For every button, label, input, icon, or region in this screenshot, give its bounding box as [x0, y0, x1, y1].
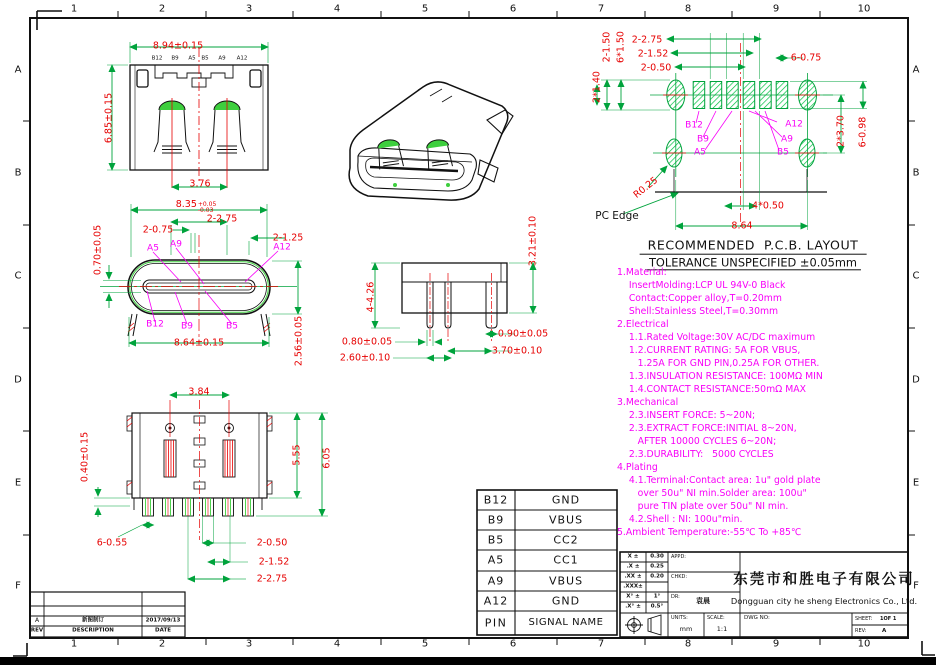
dim-front-width2: 8.64±0.15 [173, 337, 225, 349]
note-line: 1.25A FOR GND PIN,0.25A FOR OTHER. [617, 358, 820, 369]
dim-side-height: 3.21±0.10 [527, 215, 539, 267]
grid-row-label: B [14, 167, 22, 179]
grid-col-label: 8 [684, 638, 692, 650]
note-line: over 50u" NI min.Solder area: 100u" [617, 488, 807, 499]
dim-side-370: 3.70±0.10 [491, 345, 543, 357]
grid-col-label: 10 [857, 638, 871, 650]
pin-label-a5: A5 [147, 243, 159, 254]
pin-label-b12: B12 [685, 120, 703, 131]
grid-col-label: 7 [597, 638, 605, 650]
pin-label-a12: A12 [785, 119, 803, 130]
grid-row-label: D [912, 374, 920, 386]
grid-row-label: D [14, 374, 22, 386]
grid-col-label: 9 [772, 3, 780, 15]
dim-pcb-2152: 2-1.52 [637, 48, 669, 60]
grid-col-label: 3 [245, 638, 253, 650]
pin-table-cell: B12 [483, 493, 509, 507]
pcb-layout-title: RECOMMENDED P.C.B. LAYOUT [640, 240, 867, 255]
pin-table-cell: GND [551, 493, 581, 507]
grid-col-label: 3 [245, 3, 253, 15]
pin-label-a5: A5 [694, 147, 706, 158]
tol-value: 0.5° [650, 603, 664, 610]
note-line: Contact:Copper alloy,T=0.20mm [617, 293, 782, 304]
grid-col-label: 6 [509, 3, 517, 15]
grid-col-label: 1 [70, 638, 78, 650]
grid-row-label: E [14, 477, 22, 489]
note-line: 1.1.Rated Voltage:30V AC/DC maximum [617, 332, 816, 343]
pin-table-cell: B5 [487, 533, 505, 547]
pin-label-b9: B9 [181, 321, 193, 332]
grid-col-label: 6 [509, 638, 517, 650]
pin-label-a9: A9 [781, 134, 793, 145]
dim-pcb-2370: 2*3.70 [835, 115, 847, 147]
grid-col-label: 8 [684, 3, 692, 15]
note-line: 2.3.INSERT FORCE: 5~20N; [617, 410, 756, 421]
pc-edge-label: PC Edge [595, 209, 639, 222]
pin-label-a12: A12 [273, 242, 291, 253]
dim-front-height: 2.56±0.05 [293, 315, 305, 367]
grid-col-label: 5 [421, 638, 429, 650]
grid-col-label: 2 [158, 638, 166, 650]
revision-header-date: DATE [155, 627, 171, 634]
pin-table-cell: B9 [487, 513, 505, 527]
grid-col-label: 10 [857, 3, 871, 15]
dim-side-260: 2.60±0.10 [339, 352, 391, 364]
rev-label: REV: [855, 628, 867, 634]
dim-front-tongue: 0.70±0.05 [92, 224, 104, 276]
dim-front-width-main: 8.35 [175, 199, 197, 210]
rev-value: A [882, 628, 887, 634]
dr-signature: 袁晨 [696, 597, 710, 605]
dim-front-2075: 2-0.75 [142, 224, 174, 236]
dim-pcb-6098: 6-0.98 [857, 116, 869, 148]
appd-label: APPD: [671, 554, 686, 560]
note-line: AFTER 10000 CYCLES 6~20N; [617, 436, 777, 447]
dim-front-width-tol: +0.05 -0.03 [197, 201, 217, 214]
note-line: 2.3.EXTRACT FORCE:INITIAL 8~20N, [617, 423, 797, 434]
pin-label-b9: B9 [171, 55, 179, 62]
grid-row-label: C [912, 270, 920, 282]
pin-label-b9: B9 [697, 134, 709, 145]
tol-label: X° ± [626, 593, 640, 600]
dim-front-2275: 2-2.75 [206, 213, 238, 225]
dim-pcb-2140: 2*1.40 [591, 71, 603, 103]
dim-pcb-2050: 2-0.50 [640, 62, 672, 74]
grid-row-label: A [912, 64, 920, 76]
dim-pcb-r025: R0.25 [631, 174, 661, 201]
note-line: 4.Plating [617, 462, 658, 473]
note-line: 1.3.INSULATION RESISTANCE: 100MΩ MIN [617, 371, 823, 382]
tol-label: .X° ± [625, 603, 641, 610]
pin-table-cell: A12 [483, 594, 509, 608]
pin-label-a12: A12 [236, 55, 248, 62]
revision-rev: A [34, 617, 40, 624]
dim-bottom-655: 6-0.55 [96, 537, 128, 549]
dim-side-legs: 4-4.26 [365, 281, 377, 313]
dr-label: DR: [671, 594, 680, 600]
dim-pcb-6150: 6*1.50 [615, 31, 627, 63]
dim-bottom-555: 5.55 [291, 444, 303, 466]
note-line: Shell:Stainless Steel,T=0.30mm [617, 306, 779, 317]
dim-bottom-605: 6.05 [321, 447, 333, 469]
spec-notes [617, 266, 823, 539]
dim-side-080: 0.80±0.05 [341, 336, 393, 348]
pin-table-cell: CC1 [553, 553, 579, 567]
dim-bottom-384: 3.84 [188, 386, 210, 398]
note-line: InsertMolding:LCP UL 94V-0 Black [617, 280, 786, 291]
note-line: 4.2.Shell : NI: 100u"min. [617, 514, 743, 525]
grid-col-label: 9 [772, 638, 780, 650]
pin-table-cell: VBUS [548, 574, 584, 588]
grid-row-label: F [913, 580, 919, 592]
grid-row-label: B [912, 167, 920, 179]
grid-row-label: A [14, 64, 22, 76]
note-line: 4.1.Terminal:Contact area: 1u" gold plate [617, 475, 821, 486]
units-value: mm [679, 624, 693, 633]
units-label: UNITS: [671, 615, 688, 621]
dim-pcb-6075: 6-0.75 [790, 52, 822, 64]
note-line: 3.Mechanical [617, 397, 679, 408]
grid-row-label: F [15, 580, 21, 592]
pin-label-b12: B12 [151, 55, 163, 62]
dim-front-width [176, 200, 217, 214]
note-line: 1.4.CONTACT RESISTANCE:50mΩ MAX [617, 384, 806, 395]
chkd-label: CHKD: [671, 574, 688, 580]
tolerance-title: TOLERANCE UNSPECIFIED ±0.05mm [645, 257, 861, 270]
tol-label: X ± [627, 553, 639, 560]
pin-table-cell: A9 [487, 574, 505, 588]
tol-value: 0.20 [650, 573, 664, 580]
revision-description: 新图制订 [81, 617, 105, 624]
dim-pcb-2150: 2-1.50 [601, 31, 613, 63]
grid-col-label: 1 [70, 3, 78, 15]
pin-table-footer: PIN [484, 616, 508, 630]
bottom-view-drawing [70, 385, 340, 550]
company-name-cn: 东莞市和胜电子有限公司 [733, 570, 915, 588]
dim-side-090: 0.90±0.05 [497, 328, 549, 340]
pin-label-b5: B5 [226, 321, 238, 332]
grid-col-label: 7 [597, 3, 605, 15]
pin-label-a9: A9 [170, 239, 182, 250]
pin-label-a5: A5 [188, 55, 196, 62]
iso-view-drawing [330, 50, 555, 220]
dim-pcb-2275: 2-2.75 [631, 34, 663, 46]
pin-label-b12: B12 [146, 319, 164, 330]
revision-date: 2017/09/13 [145, 617, 181, 624]
revision-header-desc: DESCRIPTION [72, 627, 114, 634]
tol-value: 0.25 [650, 563, 664, 570]
note-line: 2.Electrical [617, 319, 669, 330]
tol-value: 0.30 [650, 553, 664, 560]
dim-pcb-864: 8.64 [731, 220, 753, 232]
scale-label: SCALE: [707, 615, 725, 621]
tol-value: 1° [653, 593, 661, 600]
tol-label: .XXX± [623, 583, 643, 590]
grid-col-label: 4 [333, 3, 341, 15]
sheet-label: SHEET: [855, 616, 873, 622]
note-line: 5.Ambient Temperature:-55℃ To +85℃ [617, 527, 802, 538]
pin-label-b5: B5 [777, 147, 789, 158]
dim-bottom-2152: 2-1.52 [258, 556, 290, 568]
tol-label: .X ± [626, 563, 640, 570]
note-line: 1.Material: [617, 267, 667, 278]
note-line: pure TIN plate over 50u" NI min. [617, 501, 789, 512]
dwg-no-label: DWG NO: [744, 615, 770, 621]
grid-row-label: C [14, 270, 22, 282]
pin-table-cell: CC2 [553, 533, 579, 547]
pin-label-a9: A9 [218, 55, 226, 62]
pin-table-cell: VBUS [548, 513, 584, 527]
scale-value: 1:1 [716, 624, 728, 633]
pin-label-b5: B5 [201, 55, 209, 62]
pin-table-cell: GND [551, 594, 581, 608]
dim-pcb-4050: 4*0.50 [752, 200, 784, 212]
dim-front-2125: 2-1.25 [272, 232, 304, 244]
dim-top-height: 6.85±0.15 [103, 92, 115, 144]
note-line: 2.3.DURABILITY: 5000 CYCLES [617, 449, 774, 460]
dim-top-width: 8.94±0.15 [152, 40, 204, 52]
grid-col-label: 2 [158, 3, 166, 15]
grid-col-label: 4 [333, 638, 341, 650]
tol-label: .XX ± [624, 573, 642, 580]
dim-bottom-040: 0.40±0.15 [79, 431, 91, 483]
dim-top-pitch: 3.76 [189, 178, 211, 190]
sheet-value: 1OF 1 [880, 616, 897, 622]
note-line: 1.2.CURRENT RATING: 5A FOR VBUS, [617, 345, 801, 356]
grid-col-label: 5 [421, 3, 429, 15]
dim-bottom-2275: 2-2.75 [256, 573, 288, 585]
pin-table-footer: SIGNAL NAME [528, 617, 604, 628]
dim-bottom-2050: 2-0.50 [256, 537, 288, 549]
pin-table-cell: A5 [487, 553, 505, 567]
revision-header-rev: REV [30, 627, 44, 634]
grid-row-label: E [912, 477, 920, 489]
company-name-en: Dongguan city he sheng Electronics Co., Ltd. [730, 595, 918, 606]
